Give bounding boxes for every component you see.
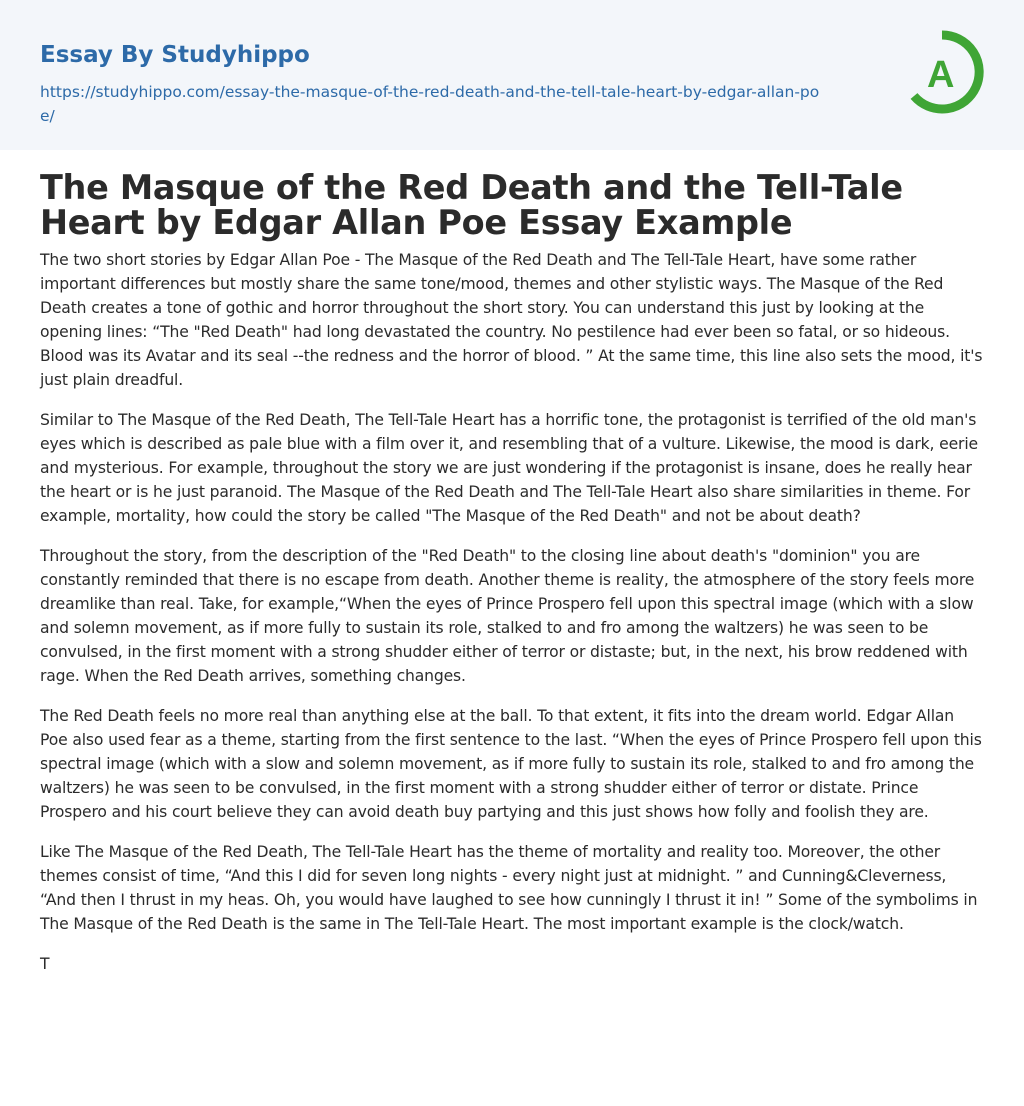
source-url-link[interactable]: https://studyhippo.com/essay-the-masque-of-the-red-death-and-the-tell-tale-heart-by-edgar-allan-poe/: [40, 83, 820, 125]
article-title: The Masque of the Red Death and the Tell-Tale Heart by Edgar Allan Poe Essay Example: [40, 168, 903, 242]
logo-letter: A: [927, 54, 955, 96]
paragraph-5: Like The Masque of the Red Death, The Tell-Tale Heart has the theme of mortality and reality too. Moreover, the other themes consist of time, “And this I did for seven long nights - every night just at midnight. ” and Cunning&Cleverness, “And then I thrust in my heas. Oh, you would have laughed to see how cunningly I thrust it in! ” Some of the symbolims in The Masque of the Red Death is the same in The Tell-Tale Heart. The most important example is the clock/watch.: [40, 843, 978, 933]
paragraph-2: Similar to The Masque of the Red Death, The Tell-Tale Heart has a horrific tone, the protagonist is terrified of the old man's eyes which is described as pale blue with a film over it, and resembling that of a vulture. Likewise, the mood is dark, eerie and mysterious. For example, throughout the story we are just wondering if the protagonist is insane, does he really hear the heart or is he just paranoid. The Masque of the Red Death and The Tell-Tale Heart also share similarities in theme. For example, mortality, how could the story be called "The Masque of the Red Death" and not be about death?: [40, 411, 978, 525]
article: [0, 150, 1024, 976]
paragraph-1: The two short stories by Edgar Allan Poe - The Masque of the Red Death and The Tell-Tale Heart, have some rather important differences but mostly share the same tone/mood, themes and other stylistic ways. The Masque of the Red Death creates a tone of gothic and horror throughout the short story. You can understand this just by looking at the opening lines: “The "Red Death" had long devastated the country. No pestilence had ever been so fatal, or so hideous. Blood was its Avatar and its seal --the redness and the horror of blood. ” At the same time, this line also sets the mood, it's just plain dreadful.: [40, 251, 983, 389]
studyhippo-logo-icon[interactable]: [900, 30, 984, 114]
brand-title[interactable]: Essay By Studyhippo: [40, 42, 310, 68]
paragraph-4: The Red Death feels no more real than anything else at the ball. To that extent, it fits into the dream world. Edgar Allan Poe also used fear as a theme, starting from the first sentence to the last. “When the eyes of Prince Prospero fell upon this spectral image (which with a slow and solemn movement, as if more fully to sustain its role, stalked to and fro among the waltzers) he was seen to be convulsed, in the first moment with a strong shudder either of terror or distate. Prince Prospero and his court believe they can avoid death buy partying and this just shows how folly and foolish they are.: [40, 707, 982, 821]
paragraph-6: T: [40, 955, 50, 973]
paragraph-3: Throughout the story, from the description of the "Red Death" to the closing line about death's "dominion" you are constantly reminded that there is no escape from death. Another theme is reality, the atmosphere of the story feels more dreamlike than real. Take, for example,“When the eyes of Prince Prospero fell upon this spectral image (which with a slow and solemn movement, as if more fully to sustain its role, stalked to and fro among the waltzers) he was seen to be convulsed, in the first moment with a strong shudder either of terror or distaste; but, in the next, his brow reddened with rage. When the Red Death arrives, something changes.: [40, 547, 975, 685]
site-header: [0, 0, 1024, 150]
